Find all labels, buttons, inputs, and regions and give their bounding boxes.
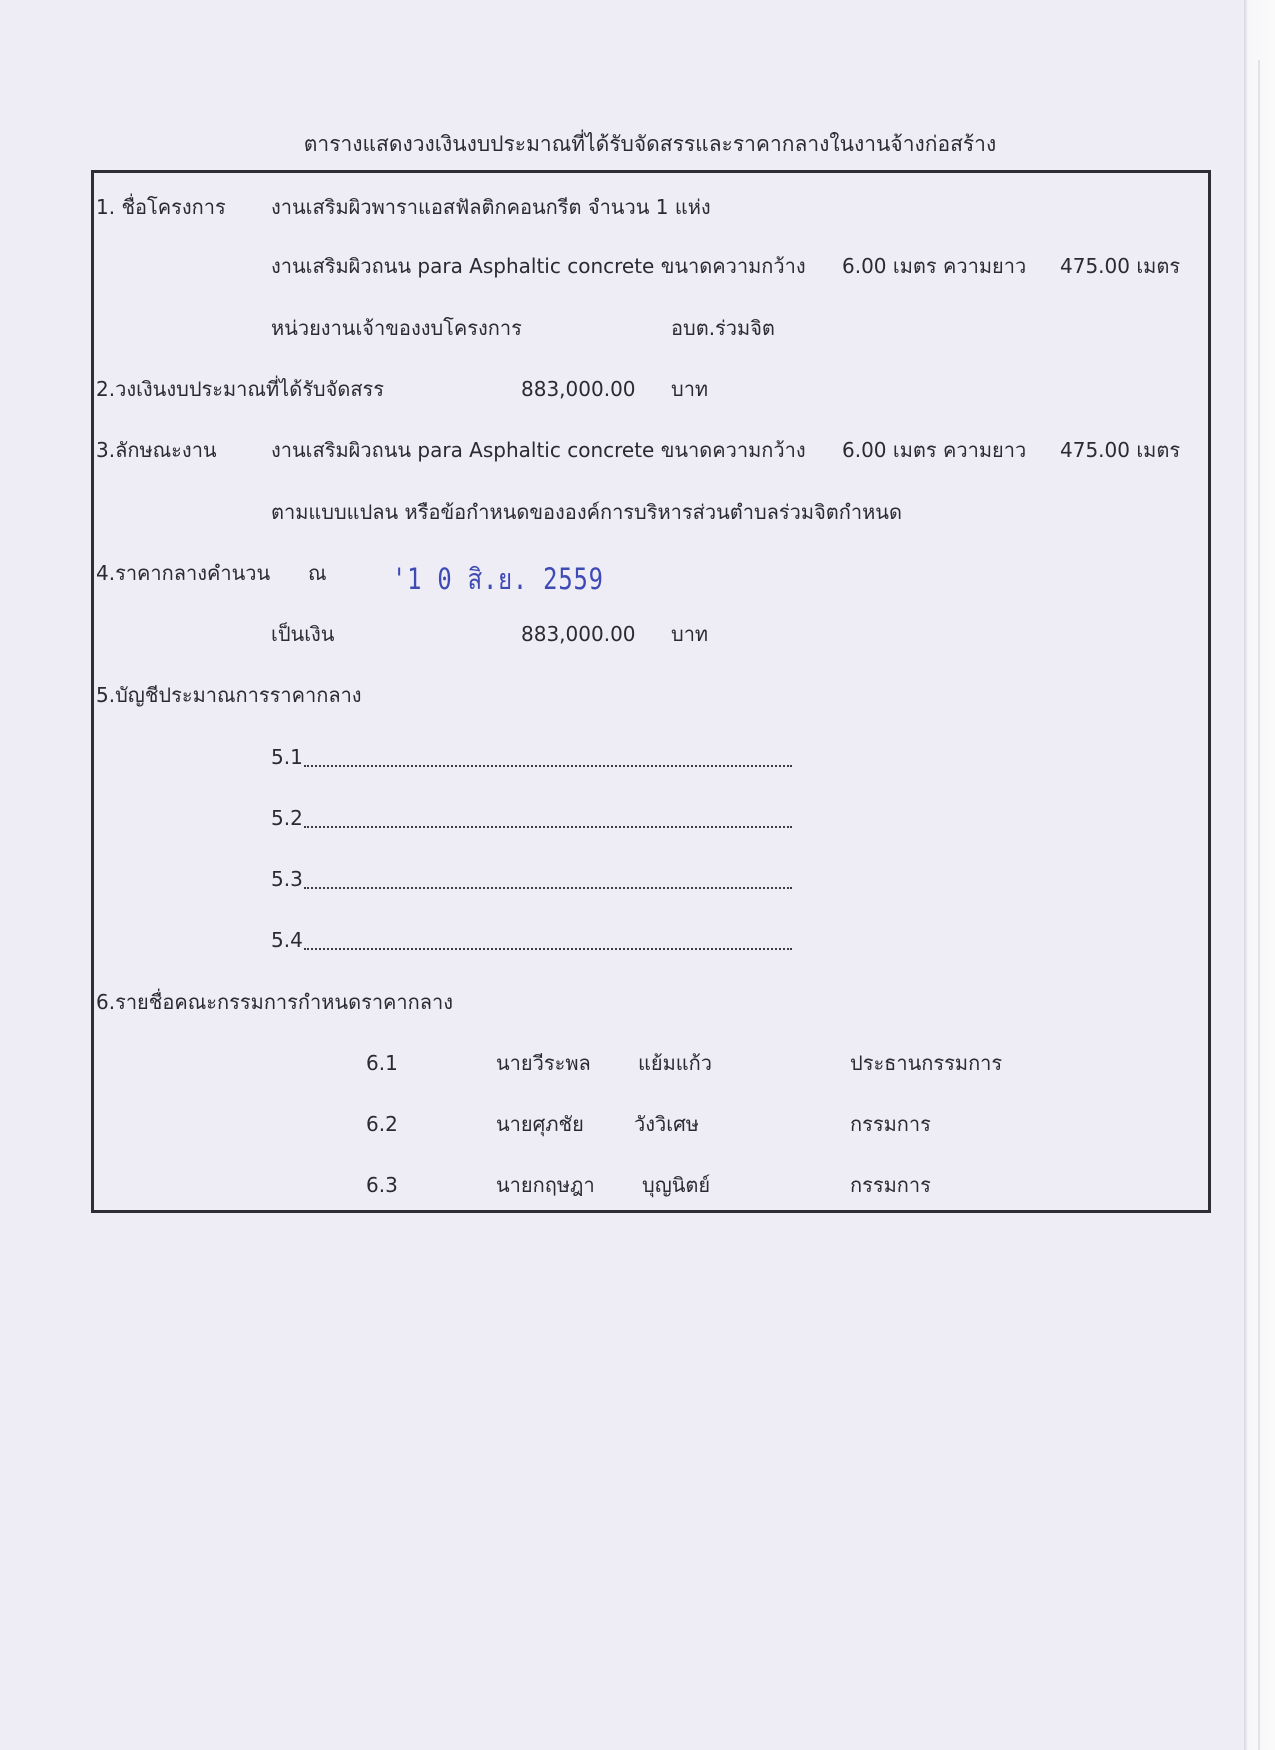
budget-amount: 883,000.00: [521, 377, 636, 401]
owner-label: หน่วยงานเจ้าของงบโครงการ: [271, 316, 522, 340]
estimate-line-2: [0, 806, 1275, 832]
document-title: ตารางแสดงวงเงินงบประมาณที่ได้รับจัดสรรและราคากลางในงานจ้างก่อสร้าง: [303, 132, 997, 156]
project-name: งานเสริมผิวพาราแอสฟัลติกคอนกรีต จำนวน 1 แห่ง: [271, 195, 711, 219]
date-stamp: '1 0 สิ.ย. 2559: [392, 562, 604, 596]
estimate-line-1: [0, 745, 1275, 771]
member-first-name: นายกฤษฎา: [496, 1173, 595, 1197]
estimate-line-3: [0, 867, 1275, 893]
member-role: ประธานกรรมการ: [850, 1051, 1003, 1075]
member-last-name: บุญนิตย์: [642, 1173, 711, 1197]
section6-label: 6.รายชื่อคณะกรรมการกำหนดราคากลาง: [96, 990, 454, 1014]
committee-member-row: [0, 1173, 1275, 1199]
price-amount-label: เป็นเงิน: [271, 622, 335, 646]
member-first-name: นายศุภชัย: [496, 1112, 584, 1136]
dotted-fill: [304, 885, 792, 889]
member-number: 6.3: [366, 1173, 398, 1197]
price-amount: 883,000.00: [521, 622, 636, 646]
member-last-name: วังวิเศษ: [634, 1112, 699, 1136]
dotted-fill: [304, 824, 792, 828]
committee-member-row: [0, 1112, 1275, 1138]
member-number: 6.2: [366, 1112, 398, 1136]
work-spec: ตามแบบแปลน หรือข้อกำหนดขององค์การบริหารส่วนตำบลร่วมจิตกำหนด: [271, 500, 902, 524]
member-last-name: แย้มแก้ว: [638, 1051, 713, 1075]
dotted-fill: [304, 763, 792, 767]
budget-unit: บาท: [671, 377, 709, 401]
member-first-name: นายวีระพล: [496, 1051, 591, 1075]
at-label: ณ: [308, 561, 327, 585]
member-role: กรรมการ: [850, 1112, 931, 1136]
work-width: 6.00 เมตร ความยาว: [842, 438, 1027, 462]
member-role: กรรมการ: [850, 1173, 931, 1197]
fold-line: [1258, 60, 1260, 1750]
project-length: 475.00 เมตร: [1060, 254, 1181, 278]
estimate-item-number: 5.4: [271, 928, 303, 952]
work-description: งานเสริมผิวถนน para Asphaltic concrete ขนาดความกว้าง: [271, 438, 806, 462]
estimate-item-number: 5.2: [271, 806, 303, 830]
member-number: 6.1: [366, 1051, 398, 1075]
owner-value: อบต.ร่วมจิต: [671, 316, 775, 340]
dotted-fill: [304, 946, 792, 950]
estimate-item-number: 5.3: [271, 867, 303, 891]
project-description: งานเสริมผิวถนน para Asphaltic concrete ขนาดความกว้าง: [271, 254, 806, 278]
section1-label: 1. ชื่อโครงการ: [96, 195, 226, 219]
estimate-line-4: [0, 928, 1275, 954]
estimate-item-number: 5.1: [271, 745, 303, 769]
section5-label: 5.บัญชีประมาณการราคากลาง: [96, 683, 362, 707]
price-unit: บาท: [671, 622, 709, 646]
section3-label: 3.ลักษณะงาน: [96, 438, 217, 462]
section4-label: 4.ราคากลางคำนวน: [96, 561, 271, 585]
section2-label: 2.วงเงินงบประมาณที่ได้รับจัดสรร: [96, 377, 385, 401]
project-width: 6.00 เมตร ความยาว: [842, 254, 1027, 278]
work-length: 475.00 เมตร: [1060, 438, 1181, 462]
committee-member-row: [0, 1051, 1275, 1077]
